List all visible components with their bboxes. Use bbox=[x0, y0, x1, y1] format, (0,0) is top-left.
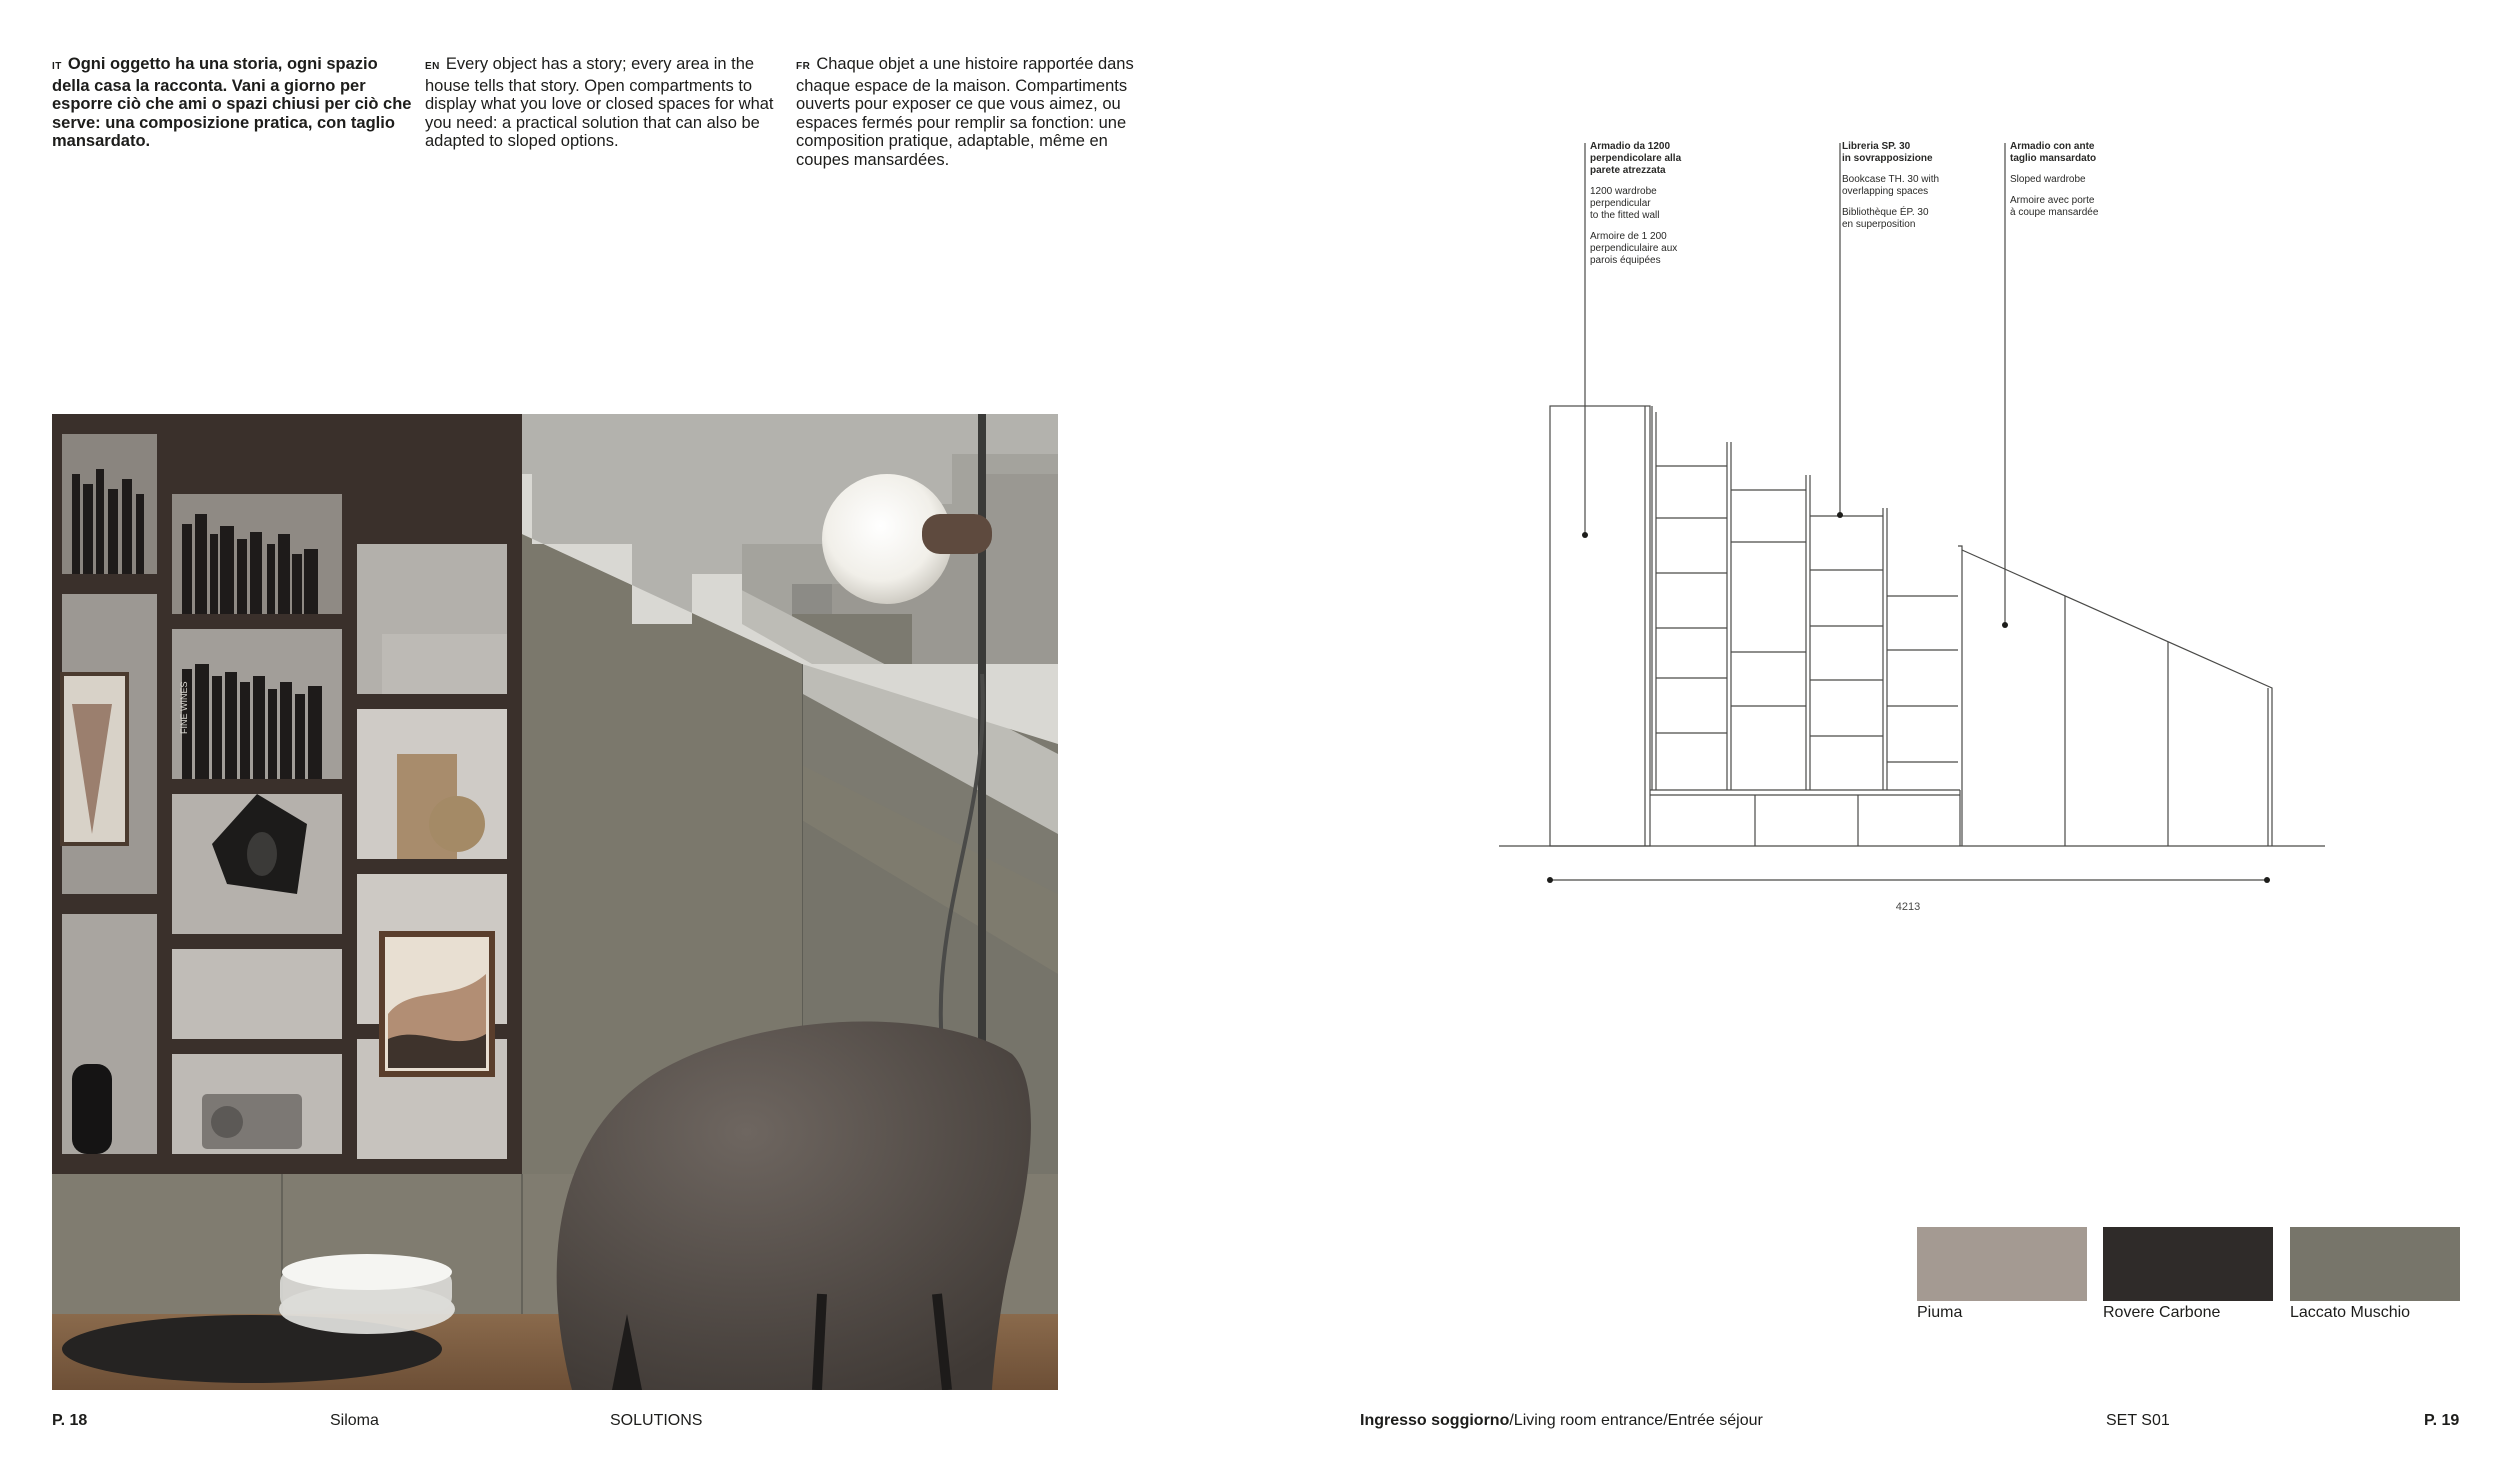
page-number-left: P. 18 bbox=[52, 1412, 88, 1429]
label-en: Bookcase TH. 30 with overlapping spaces bbox=[1842, 174, 1940, 197]
intro-text-it: Ogni oggetto ha una storia, ogni spazio della casa la racconta. Vani a giorno per esporre ciò che ami o spazi chiusi per ciò che serve: una composizione pratica, con taglio mansardato. bbox=[52, 55, 412, 150]
label-head: Libreria SP. 30 in sovrapposizione bbox=[1842, 141, 1933, 164]
dimension-label: 4213 bbox=[1895, 901, 1921, 913]
interior-illustration bbox=[52, 414, 1058, 1390]
intro-french bbox=[796, 55, 1156, 169]
lang-tag-en: EN bbox=[425, 61, 440, 72]
brand-name: Siloma bbox=[330, 1412, 379, 1429]
swatch-laccato-muschio bbox=[2290, 1227, 2460, 1301]
lang-tag-fr: FR bbox=[796, 61, 811, 72]
book-spine-text: FINE WINES bbox=[179, 681, 189, 734]
elevation-drawing bbox=[1490, 130, 2340, 930]
label-fr: Armoire de 1 200 perpendiculaire aux parois équipées bbox=[1590, 231, 1678, 266]
label-head: Armadio con ante taglio mansardato bbox=[2010, 141, 2097, 164]
intro-text-en: Every object has a story; every area in the house tells that story. Open compartments to display what you love or closed spaces for what you need: a practical solution that can also be adapted to sloped options. bbox=[425, 55, 774, 150]
swatch-label-rovere-carbone: Rovere Carbone bbox=[2103, 1304, 2221, 1321]
label-fr: Bibliothèque ÉP. 30 en superposition bbox=[1842, 207, 1929, 230]
swatch-piuma bbox=[1917, 1227, 2087, 1301]
label-en: Sloped wardrobe bbox=[2010, 174, 2086, 185]
label-en: 1200 wardrobe perpendicular to the fitted wall bbox=[1590, 186, 1660, 221]
spread-title-translations: /Living room entrance/Entrée séjour bbox=[1509, 1412, 1763, 1429]
elevation-lines bbox=[1490, 130, 2340, 930]
label-head: Armadio da 1200 perpendicolare alla parete atrezzata bbox=[1590, 141, 1682, 176]
intro-text-fr: Chaque objet a une histoire rapportée dans chaque espace de la maison. Compartiments ouverts pour exposer ce que vous aimez, ou espaces fermés pour remplir sa fonction: une composition pratique, adaptable, même en coupes mansardées. bbox=[796, 55, 1134, 169]
swatch-rovere-carbone bbox=[2103, 1227, 2273, 1301]
page-number-right: P. 19 bbox=[2424, 1412, 2460, 1429]
spread-title bbox=[1360, 1412, 1763, 1430]
label-fr: Armoire avec porte à coupe mansardée bbox=[2010, 195, 2099, 218]
interior-photo bbox=[52, 414, 1058, 1390]
spread-title-it: Ingresso soggiorno bbox=[1360, 1412, 1510, 1429]
set-code: SET S01 bbox=[2106, 1412, 2170, 1429]
intro-english bbox=[425, 55, 780, 151]
section-name: SOLUTIONS bbox=[610, 1412, 703, 1429]
swatch-label-laccato-muschio: Laccato Muschio bbox=[2290, 1304, 2411, 1321]
swatch-label-piuma: Piuma bbox=[1917, 1304, 1963, 1321]
lang-tag-it: IT bbox=[52, 61, 62, 72]
intro-italian bbox=[52, 55, 412, 151]
